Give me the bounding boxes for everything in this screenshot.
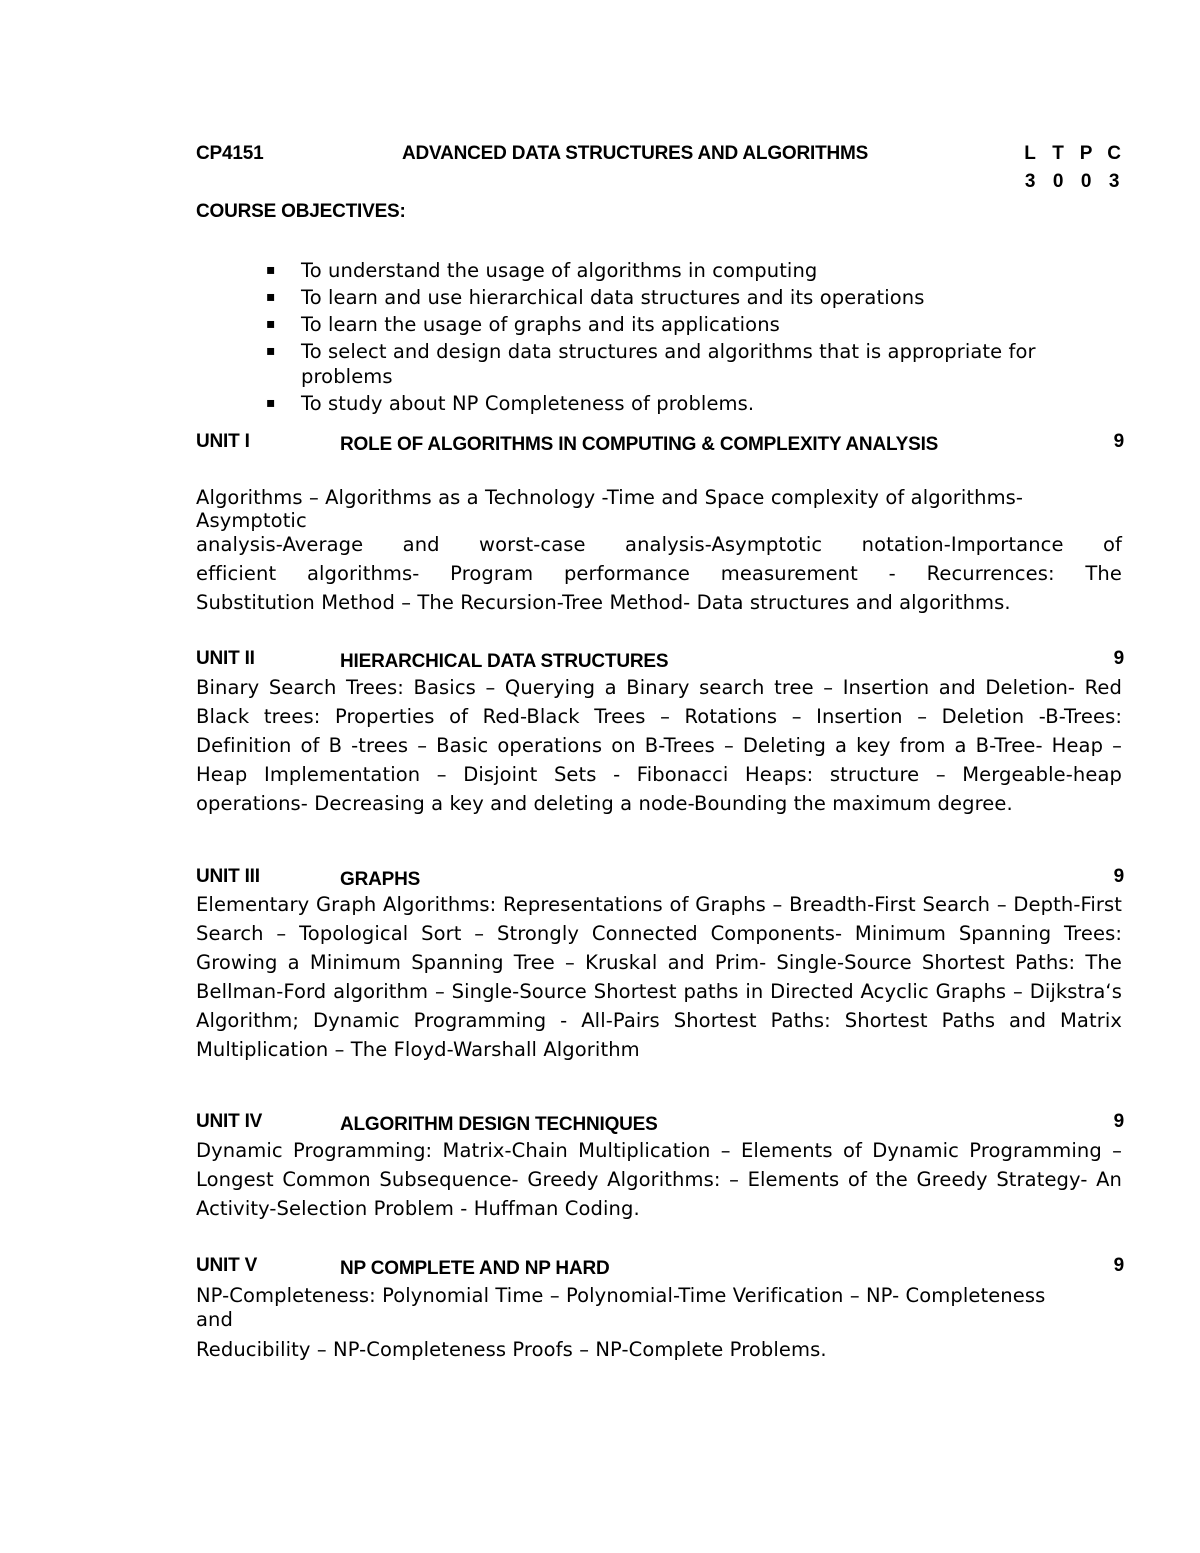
unit-header bbox=[196, 431, 1124, 455]
unit-content-line: Reducibility – NP-Completeness Proofs – NP-Complete Problems. bbox=[196, 1338, 827, 1361]
unit-title: ALGORITHM DESIGN TECHNIQUES bbox=[340, 1114, 658, 1135]
bullet-icon: ▪ bbox=[266, 289, 276, 305]
bullet-icon: ▪ bbox=[266, 316, 276, 332]
unit-hours: 9 bbox=[1113, 648, 1124, 669]
objective-text: To learn and use hierarchical data structures and its operations bbox=[301, 286, 925, 309]
objective-text: To learn the usage of graphs and its applications bbox=[301, 313, 780, 336]
ltpc-value-l: 3 bbox=[1024, 171, 1036, 192]
objectives-heading: COURSE OBJECTIVES: bbox=[196, 201, 406, 222]
unit-title: NP COMPLETE AND NP HARD bbox=[340, 1258, 610, 1279]
unit-content: Elementary Graph Algorithms: Representations of Graphs – Breadth-First Search – Depth-First Search – Topological Sort – Strongly Connected Components- Minimum Spanning Trees: Growing a Minimum Spanning Tree – Kruskal and Prim- Single-Source Shortest Paths: The Bellman-Ford algorithm – Single-Source Shortest paths in Directed Acyclic Graphs – Dijkstra‘s Algorithm; Dynamic Programming - All-Pairs Shortest Paths: Shortest Paths and Matrix Multiplication – The Floyd-Warshall Algorithm bbox=[196, 893, 1122, 1061]
unit-title: ROLE OF ALGORITHMS IN COMPUTING & COMPLEXITY ANALYSIS bbox=[340, 434, 939, 455]
unit-content-line: Asymptotic bbox=[196, 509, 307, 532]
bullet-icon: ▪ bbox=[266, 343, 276, 359]
unit-hours: 9 bbox=[1113, 431, 1124, 452]
ltpc-labels bbox=[1020, 143, 1124, 165]
bullet-icon: ▪ bbox=[266, 395, 276, 411]
unit-hours: 9 bbox=[1113, 1111, 1124, 1132]
bullet-icon: ▪ bbox=[266, 262, 276, 278]
unit-content-line: analysis-Average and worst-case analysis-Asymptotic notation-Importance of bbox=[196, 533, 1122, 556]
unit-header bbox=[196, 1111, 1124, 1135]
unit-content-line: efficient algorithms- Program performance measurement - Recurrences: The bbox=[196, 562, 1122, 585]
unit-content-line: and bbox=[196, 1308, 233, 1331]
unit-header bbox=[196, 866, 1124, 890]
objective-text: To select and design data structures and algorithms that is appropriate for problems bbox=[301, 340, 1036, 388]
unit-content-line: Substitution Method – The Recursion-Tree Method- Data structures and algorithms. bbox=[196, 591, 1011, 614]
ltpc-value-c: 3 bbox=[1108, 171, 1120, 192]
objective-text: To understand the usage of algorithms in computing bbox=[301, 259, 818, 282]
unit-title: GRAPHS bbox=[340, 869, 421, 890]
unit-header bbox=[196, 648, 1124, 672]
ltpc-value-t: 0 bbox=[1052, 171, 1064, 192]
unit-title: HIERARCHICAL DATA STRUCTURES bbox=[340, 651, 669, 672]
ltpc-label-l: L bbox=[1024, 143, 1036, 164]
unit-label: UNIT IV bbox=[196, 1111, 263, 1132]
unit-label: UNIT I bbox=[196, 431, 250, 452]
ltpc-label-t: T bbox=[1052, 143, 1064, 164]
course-code: CP4151 bbox=[196, 143, 264, 164]
course-title: ADVANCED DATA STRUCTURES AND ALGORITHMS bbox=[402, 143, 869, 164]
unit-header bbox=[196, 1255, 1124, 1279]
unit-content: Binary Search Trees: Basics – Querying a Binary search tree – Insertion and Deletion- Red Black trees: Properties of Red-Black Trees – Rotations – Insertion – Deletion -B-Trees: Definition of B -trees – Basic operations on B-Trees – Deleting a key from a B-Tree- Heap – Heap Implementation – Disjoint Sets - Fibonacci Heaps: structure – Mergeable-heap operations- Decreasing a key and deleting a node-Bounding the maximum degree. bbox=[196, 676, 1122, 815]
unit-content-line: NP-Completeness: Polynomial Time – Polynomial-Time Verification – NP- Completeness bbox=[196, 1284, 1046, 1307]
unit-label: UNIT V bbox=[196, 1255, 258, 1276]
unit-label: UNIT II bbox=[196, 648, 255, 669]
unit-content-line: Algorithms – Algorithms as a Technology -Time and Space complexity of algorithms- bbox=[196, 486, 1024, 509]
unit-label: UNIT III bbox=[196, 866, 260, 887]
ltpc-label-c: C bbox=[1107, 143, 1121, 164]
ltpc-label-p: P bbox=[1079, 143, 1093, 164]
unit-content: Dynamic Programming: Matrix-Chain Multiplication – Elements of Dynamic Programming – Longest Common Subsequence- Greedy Algorithms: – Elements of the Greedy Strategy- An Activity-Selection Problem - Huffman Coding. bbox=[196, 1139, 1122, 1220]
ltpc-values bbox=[1020, 171, 1124, 193]
unit-hours: 9 bbox=[1113, 1255, 1124, 1276]
ltpc-value-p: 0 bbox=[1080, 171, 1092, 192]
unit-hours: 9 bbox=[1113, 866, 1124, 887]
objective-text: To study about NP Completeness of problems. bbox=[301, 392, 755, 415]
